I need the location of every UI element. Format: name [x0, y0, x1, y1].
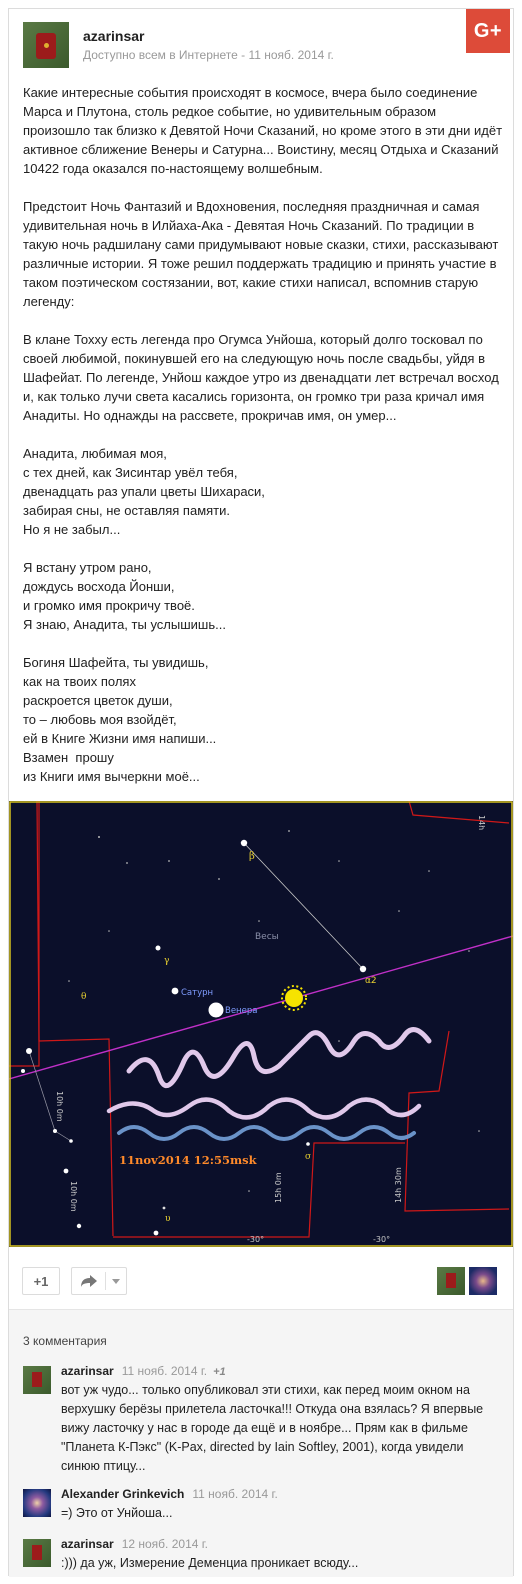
sky-map-svg — [9, 801, 513, 1247]
action-row — [9, 1253, 513, 1309]
star — [21, 1069, 25, 1073]
star — [398, 910, 400, 912]
label-dec: -30° — [247, 1235, 265, 1244]
star-gamma — [156, 946, 161, 951]
poem-stanza: Богиня Шафейта, ты увидишь, как на твоих полях раскроется цветок души, то – любовь моя взойдёт, ей в Книге Жизни имя напиши... Взамен прошу из Книги имя вычеркни моё... — [23, 655, 217, 784]
saturn-marker — [172, 988, 179, 995]
sky-map-image[interactable] — [9, 801, 513, 1247]
sky-background — [9, 801, 513, 1247]
star — [248, 1190, 250, 1192]
star-upsilon — [163, 1207, 166, 1210]
post-body — [23, 83, 506, 843]
comment-date[interactable]: 11 нояб. 2014 г. — [192, 1487, 278, 1501]
star — [126, 862, 128, 864]
commenter-avatar[interactable] — [23, 1366, 51, 1394]
label-sigma: σ — [305, 1152, 312, 1162]
comment-date[interactable]: 12 нояб. 2014 г. — [121, 1537, 208, 1551]
comment-text: вот уж чудо... только опубликовал эти стихи, как перед моим окном на верхушку берёзы прилетела ласточка!!! Откуда она взялась? Я впервые вижу ласточку у нас в городе да ещё и в ноябре... Прям как в фильме "Планета К-Пэкс" (K-Pax, directed by Iain Softley, 2001), когда увидели синюю птицу... — [61, 1383, 484, 1473]
comment-text: :))) да уж, Измерение Деменциа проникает всюду... — [61, 1556, 359, 1570]
plus-one-button[interactable]: +1 — [22, 1267, 60, 1295]
label-constellation: Весы — [255, 932, 279, 942]
star — [258, 920, 260, 922]
author-name[interactable]: azarinsar — [83, 28, 145, 44]
star-beta — [241, 840, 247, 846]
star — [69, 1139, 73, 1143]
label-ra: 10h 0m — [69, 1181, 78, 1212]
label-ra: 14h 30m — [394, 1167, 403, 1203]
star — [53, 1129, 57, 1133]
star — [68, 980, 70, 982]
star — [218, 878, 220, 880]
label-theta: θ — [81, 992, 87, 1002]
star — [77, 1224, 81, 1228]
post-meta: Доступно всем в Интернете - 11 нояб. 2014 г. — [83, 48, 334, 62]
commenter-avatar[interactable] — [23, 1489, 51, 1517]
comment-header — [61, 1537, 208, 1551]
star-alpha2 — [360, 966, 366, 972]
share-arrow-icon — [80, 1273, 98, 1289]
star — [108, 930, 110, 932]
star — [468, 950, 470, 952]
label-upsilon: υ — [165, 1214, 171, 1224]
star — [428, 870, 430, 872]
pluser-avatar[interactable] — [469, 1267, 497, 1295]
venus-marker — [209, 1003, 224, 1018]
poem-stanza: Анадита, любимая моя, с тех дней, как Зисинтар увёл тебя, двенадцать раз упали цветы Шихараси, забирая сны, не оставляя памяти. Но я не забыл... — [23, 446, 265, 537]
comment-plus-one[interactable]: +1 — [213, 1366, 226, 1378]
commenter-avatar[interactable] — [23, 1539, 51, 1567]
label-ra: 10h 0m — [55, 1091, 64, 1122]
commenter-name[interactable]: Alexander Grinkevich — [61, 1487, 185, 1501]
post-card — [8, 8, 514, 1576]
chevron-down-icon[interactable] — [112, 1279, 120, 1284]
star — [64, 1169, 69, 1174]
google-plus-icon[interactable]: G+ — [466, 9, 510, 53]
comments-section — [9, 1310, 513, 1577]
commenter-name[interactable]: azarinsar — [61, 1364, 114, 1378]
comments-count[interactable]: 3 комментария — [23, 1334, 107, 1348]
paragraph: Какие интересные события происходят в космосе, вчера было соединение Марса и Плутона, столь редкое событие, но удивительным образом произошло так близко к Девятой Ночи Сказаний, но кроме этого в эти дни идёт активное сближение Венеры и Сатурна... Воистину, месяц Отдыха и Сказаний 10422 года оказался по-настоящему волшебным. — [23, 85, 506, 176]
author-avatar[interactable] — [23, 22, 69, 68]
star — [26, 1048, 32, 1054]
label-beta: β — [249, 851, 255, 862]
label-ra: 14h — [477, 815, 486, 831]
share-separator — [105, 1272, 106, 1290]
star — [288, 830, 290, 832]
star — [478, 1130, 480, 1132]
label-dec: -30° — [373, 1235, 391, 1244]
star — [338, 860, 340, 862]
poem-stanza: Я встану утром рано, дождусь восхода Йонши, и громко имя прокричу твоё. Я знаю, Анадита, ты услышишь... — [23, 560, 226, 632]
label-saturn: Сатурн — [181, 988, 214, 998]
share-button[interactable] — [71, 1267, 127, 1295]
comment-text: =) Это от Унйоша... — [61, 1506, 173, 1520]
label-venus: Венера — [225, 1006, 258, 1016]
label-gamma: γ — [164, 956, 170, 966]
star — [154, 1231, 159, 1236]
comment-date[interactable]: 11 нояб. 2014 г. — [121, 1364, 208, 1378]
star — [98, 836, 100, 838]
star — [168, 860, 170, 862]
paragraph: В клане Тохху есть легенда про Огумса Унйоша, который долго тосковал по своей любимой, покинувшей его на следующую ночь после свадьбы, уйдя в Шафейат. По легенде, Унйош каждое утро из двенадцати лет встречал восход и, как только лучи света касались горизонта, он громко три раза кричал имя Анадиты. Но однажды на рассвете, прокричав имя, он умер... — [23, 332, 503, 423]
label-ra: 15h 0m — [274, 1172, 283, 1203]
star-sigma — [306, 1142, 310, 1146]
comment-header — [61, 1364, 226, 1378]
star — [338, 1040, 340, 1042]
paragraph: Предстоит Ночь Фантазий и Вдохновения, последняя праздничная и самая удивительная ночь в Илйаха-Ака - Девятая Ночь Сказаний. По традиции в такую ночь радшилану сами придумывают новые сказки, стихи, рассказывают различные истории. Я тоже решил поддержать традицию и принять участие в таком поэтическом состязании, вот, какие стихи написал, вспомнив старую легенду: — [23, 199, 502, 309]
label-alpha2: α2 — [365, 976, 377, 986]
label-datetime: 11nov2014 12:55msk — [119, 1153, 257, 1167]
pluser-avatar[interactable] — [437, 1267, 465, 1295]
comment-header — [61, 1487, 278, 1501]
emblem-dot — [44, 43, 49, 48]
commenter-name[interactable]: azarinsar — [61, 1537, 114, 1551]
